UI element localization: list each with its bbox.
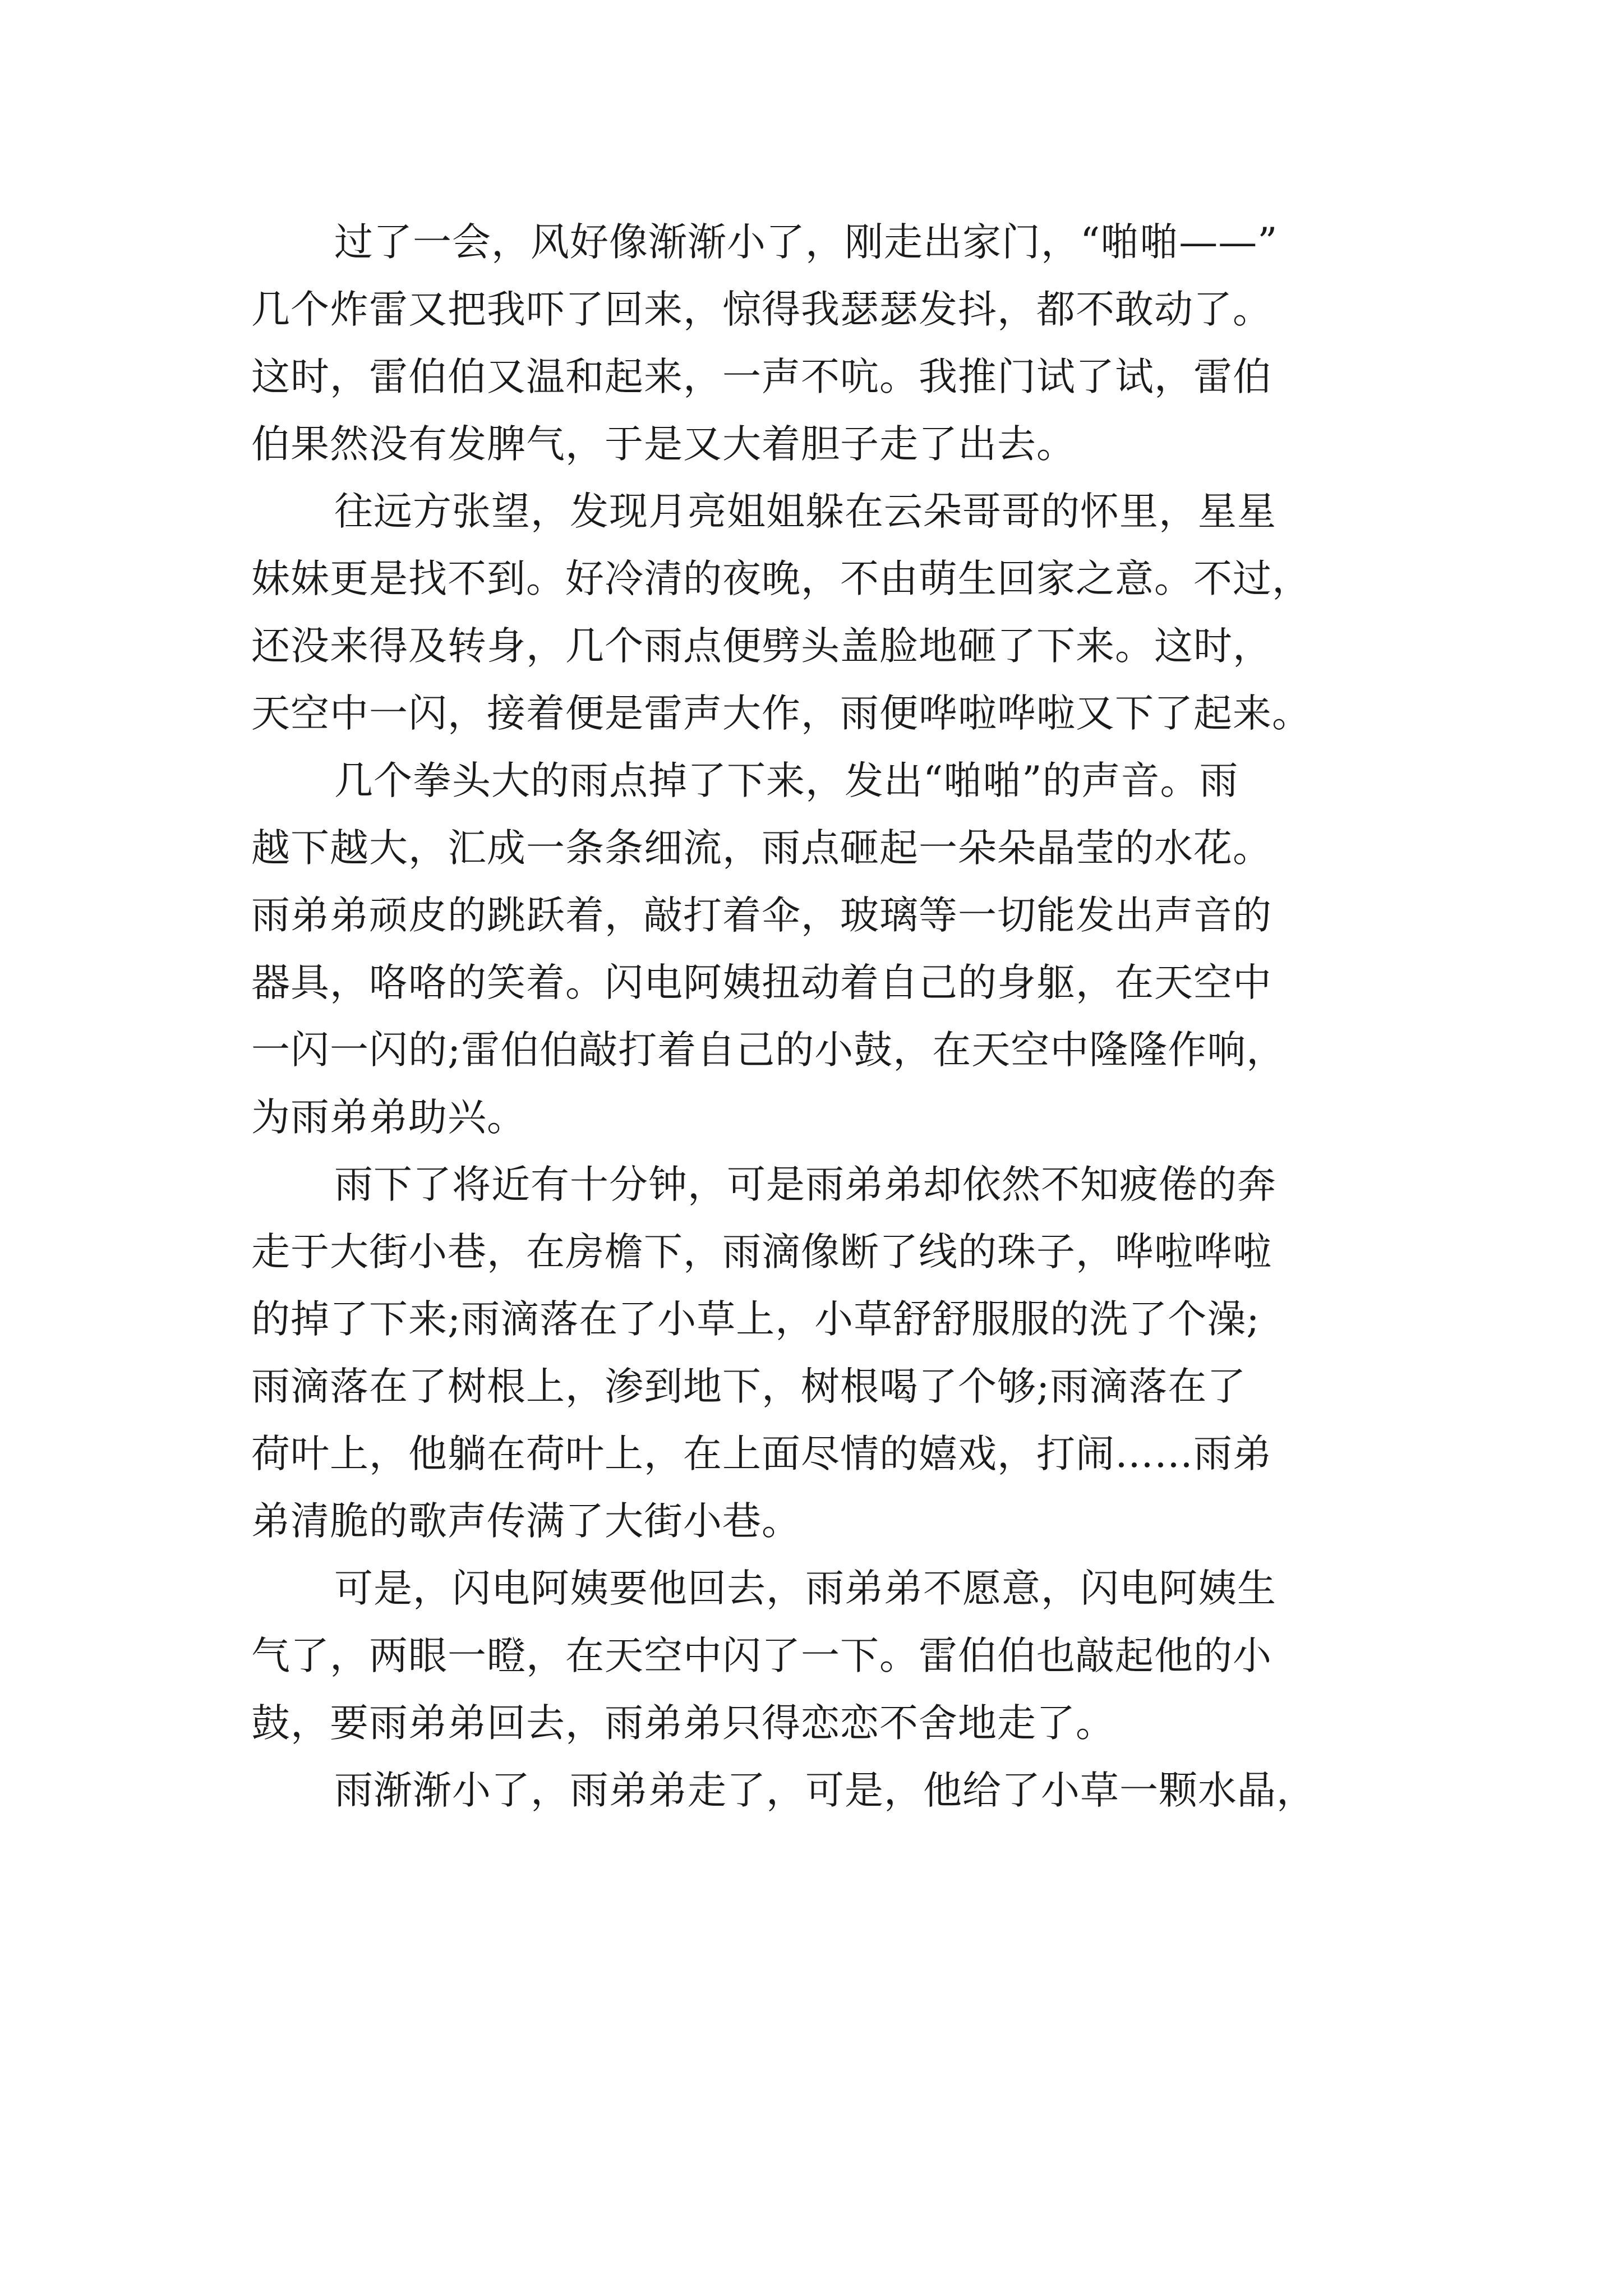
text-line: 雨渐渐小了，雨弟弟走了，可是，他给了小草一颗水晶， <box>334 1768 1316 1813</box>
text-line: 这时，雷伯伯又温和起来，一声不吭。我推门试了试，雷伯 <box>251 355 1272 399</box>
text-line: 气了，两眼一瞪，在天空中闪了一下。雷伯伯也敲起他的小 <box>251 1634 1272 1678</box>
text-line: 走于大街小巷，在房檐下，雨滴像断了线的珠子，哗啦哗啦 <box>251 1230 1272 1274</box>
text-line: 妹妹更是找不到。好冷清的夜晚，不由萌生回家之意。不过， <box>251 556 1311 601</box>
text-line: 天空中一闪，接着便是雷声大作，雨便哗啦哗啦又下了起来。 <box>251 691 1311 736</box>
text-line: 越下越大，汇成一条条细流，雨点砸起一朵朵晶莹的水花。 <box>251 826 1272 871</box>
text-line: 可是，闪电阿姨要他回去，雨弟弟不愿意，闪电阿姨生 <box>334 1566 1276 1611</box>
text-line: 荷叶上，他躺在荷叶上，在上面尽情的嬉戏，打闹……雨弟 <box>251 1432 1272 1476</box>
paragraph <box>251 1555 1390 1757</box>
essay-body <box>251 209 1390 1824</box>
text-line: 鼓，要雨弟弟回去，雨弟弟只得恋恋不舍地走了。 <box>251 1701 1115 1746</box>
text-line: 几个炸雷又把我吓了回来，惊得我瑟瑟发抖，都不敢动了。 <box>251 287 1272 332</box>
text-line: 弟清脆的歌声传满了大街小巷。 <box>251 1499 801 1544</box>
text-line: 雨滴落在了树根上，渗到地下，树根喝了个够;雨滴落在了 <box>251 1364 1247 1409</box>
paragraph <box>251 209 1390 478</box>
text-line: 几个拳头大的雨点掉了下来，发出“啪啪”的声音。雨 <box>334 758 1239 803</box>
paragraph <box>251 1757 1390 1824</box>
paragraph <box>251 1151 1390 1555</box>
text-line: 器具，咯咯的笑着。闪电阿姨扭动着自己的身躯，在天空中 <box>251 960 1272 1005</box>
text-line: 为雨弟弟助兴。 <box>251 1095 526 1140</box>
text-line: 还没来得及转身，几个雨点便劈头盖脸地砸了下来。这时， <box>251 624 1272 669</box>
text-line: 一闪一闪的;雷伯伯敲打着自己的小鼓，在天空中隆隆作响， <box>251 1028 1286 1073</box>
paragraph <box>251 478 1390 747</box>
text-line: 过了一会，风好像渐渐小了，刚走出家门，“啪啪——” <box>334 220 1278 265</box>
text-line: 伯果然没有发脾气，于是又大着胆子走了出去。 <box>251 422 1076 467</box>
text-line: 雨下了将近有十分钟，可是雨弟弟却依然不知疲倦的奔 <box>334 1162 1276 1207</box>
text-line: 雨弟弟顽皮的跳跃着，敲打着伞，玻璃等一切能发出声音的 <box>251 893 1272 938</box>
paragraph <box>251 747 1390 1151</box>
text-line: 往远方张望，发现月亮姐姐躲在云朵哥哥的怀里，星星 <box>334 489 1276 534</box>
text-line: 的掉了下来;雨滴落在了小草上，小草舒舒服服的洗了个澡; <box>251 1297 1260 1342</box>
